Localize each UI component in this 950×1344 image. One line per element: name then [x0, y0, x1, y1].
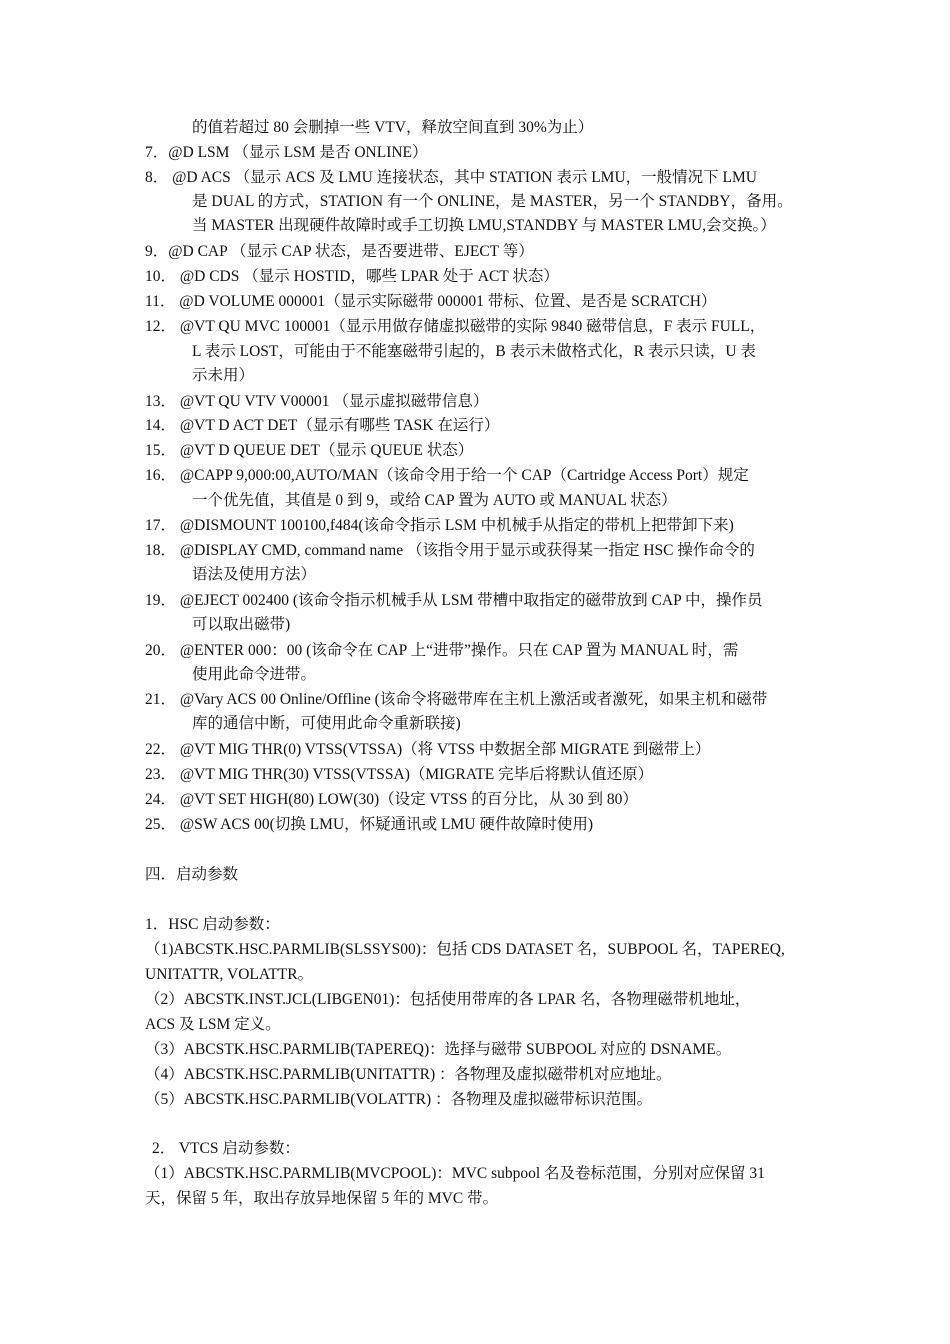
list-item-17: 17． @DISMOUNT 100100,f484(该命令指示 LSM 中机械手从指定的带机上把带卸下来) [145, 517, 734, 534]
list-item-13: 13． @VT QU VTV V00001 （显示虚拟磁带信息） [145, 393, 489, 410]
text-line: L 表示 LOST，可能由于不能塞磁带引起的，B 表示未做格式化，R 表示只读，U 表 [192, 343, 756, 360]
list-item-18: 18． @DISPLAY CMD, command name （该指令用于显示或获得某一指定 HSC 操作命令的 [145, 542, 755, 559]
list-item-16: 16． @CAPP 9,000:00,AUTO/MAN（该命令用于给一个 CAP（Cartridge Access Port）规定 [145, 467, 749, 484]
list-item-24: 24． @VT SET HIGH(80) LOW(30)（设定 VTSS 的百分比，从 30 到 80） [145, 791, 638, 808]
list-item-9: 9．@D CAP （显示 CAP 状态，是否要进带、EJECT 等） [145, 243, 534, 260]
list-item-21: 21． @Vary ACS 00 Online/Offline (该命令将磁带库在主机上激活或者激死，如果主机和磁带 [145, 691, 768, 708]
list-item-25: 25． @SW ACS 00(切换 LMU，怀疑通讯或 LMU 硬件故障时使用) [145, 816, 594, 833]
list-item-11: 11． @D VOLUME 000001（显示实际磁带 000001 带标、位置、是否是 SCRATCH） [145, 293, 717, 310]
param-item-4: （4）ABCSTK.HSC.PARMLIB(UNITATTR) ：各物理及虚拟磁带机对应地址。 [145, 1066, 672, 1083]
text-line: 示未用） [192, 367, 255, 384]
list-item-12: 12． @VT QU MVC 100001（显示用做存储虚拟磁带的实际 9840 磁带信息，F 表示 FULL， [145, 318, 766, 335]
text-line: 一个优先值，其值是 0 到 9，或给 CAP 置为 AUTO 或 MANUAL 状态） [192, 492, 677, 509]
text-line: 使用此命令进带。 [192, 666, 317, 683]
param-item-2: （2）ABCSTK.INST.JCL(LIBGEN01)：包括使用带库的各 LPAR 名，各物理磁带机地址， [145, 991, 751, 1008]
param-item-1: （1)ABCSTK.HSC.PARMLIB(SLSSYS00)：包括 CDS DATASET 名，SUBPOOL 名，TAPEREQ, [145, 941, 785, 958]
list-item-8: 8． @D ACS （显示 ACS 及 LMU 连接状态，其中 STATION 表示 LMU，一般情况下 LMU [145, 169, 757, 186]
list-item-20: 20． @ENTER 000：00 (该命令在 CAP 上“进带”操作。只在 CAP 置为 MANUAL 时，需 [145, 642, 739, 659]
list-item-22: 22． @VT MIG THR(0) VTSS(VTSSA)（将 VTSS 中数据全部 MIGRATE 到磁带上） [145, 741, 711, 758]
section-heading: 四．启动参数 [145, 866, 239, 883]
text-line: 当 MASTER 出现硬件故障时或手工切换 LMU,STANDBY 与 MASTER LMU,会交换。） [192, 217, 776, 234]
text-line: 的值若超过 80 会删掉一些 VTV，释放空间直到 30%为止） [192, 119, 594, 136]
list-item-10: 10． @D CDS （显示 HOSTID，哪些 LPAR 处于 ACT 状态） [145, 268, 559, 285]
text-line: 天，保留 5 年，取出存放异地保留 5 年的 MVC 带。 [145, 1190, 499, 1207]
text-line: UNITATTR, VOLATTR。 [145, 966, 314, 983]
list-item-19: 19． @EJECT 002400 (该命令指示机械手从 LSM 带槽中取指定的磁带放到 CAP 中，操作员 [145, 592, 763, 609]
list-item-23: 23． @VT MIG THR(30) VTSS(VTSSA)（MIGRATE 完毕后将默认值还原） [145, 766, 654, 783]
subsection-heading: 2． VTCS 启动参数： [152, 1140, 300, 1157]
text-line: ACS 及 LSM 定义。 [145, 1016, 281, 1033]
list-item-7: 7．@D LSM （显示 LSM 是否 ONLINE） [145, 144, 428, 161]
param-item-5: （5）ABCSTK.HSC.PARMLIB(VOLATTR) ：各物理及虚拟磁带标识范围。 [145, 1091, 653, 1108]
text-line: 是 DUAL 的方式，STATION 有一个 ONLINE，是 MASTER，另一个 STANDBY，备用。 [192, 193, 793, 210]
param-item-1: （1）ABCSTK.HSC.PARMLIB(MVCPOOL)：MVC subpool 名及卷标范围，分别对应保留 31 [145, 1165, 765, 1182]
subsection-heading: 1．HSC 启动参数： [145, 916, 280, 933]
param-item-3: （3）ABCSTK.HSC.PARMLIB(TAPEREQ)：选择与磁带 SUBPOOL 对应的 DSNAME。 [145, 1041, 732, 1058]
text-line: 语法及使用方法） [192, 566, 317, 583]
text-line: 库的通信中断，可使用此命令重新联接) [192, 715, 461, 732]
text-line: 可以取出磁带) [192, 616, 291, 633]
list-item-15: 15． @VT D QUEUE DET（显示 QUEUE 状态） [145, 442, 474, 459]
list-item-14: 14． @VT D ACT DET（显示有哪些 TASK 在运行） [145, 417, 500, 434]
